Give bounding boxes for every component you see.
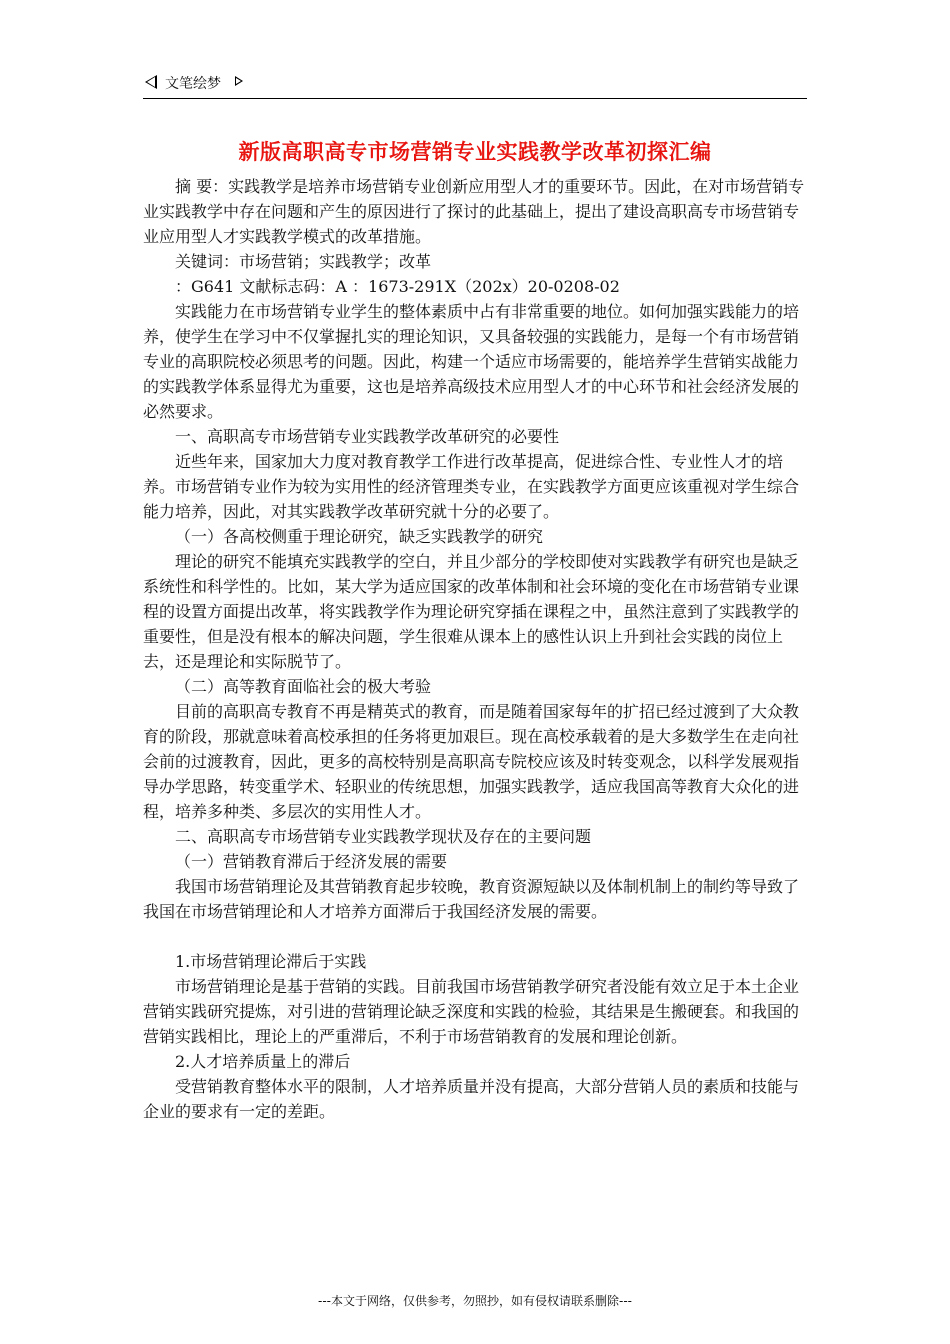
- blank-line: [143, 924, 809, 949]
- classification-line: ：G641 文献标志码：A ：1673-291X（202x）20-0208-02: [175, 277, 620, 296]
- page-header: [143, 70, 807, 99]
- body-paragraph: 理论的研究不能填充实践教学的空白，并且少部分的学校即使对实践教学有研究也是缺乏系统性和科学性的。比如，某大学为适应国家的改革体制和社会环境的变化在市场营销专业课程的设置方面提出改革，将实践教学作为理论研究穿插在课程之中，虽然注意到了实践教学的重要性，但是没有根本的解决问题，学生很难从课本上的感性认识上升到社会实践的岗位上去，还是理论和实际脱节了。: [143, 552, 800, 671]
- triangle-left-icon: [145, 75, 157, 89]
- keywords-line: 关键词：市场营销；实践教学；改革: [175, 252, 432, 271]
- abstract-paragraph: 摘 要：实践教学是培养市场营销专业创新应用型人才的重要环节。因此，在对市场营销专业实践教学中存在问题和产生的原因进行了探讨的此基础上，提出了建设高职高专市场营销专业应用型人才实践教学模式的改革措施。: [143, 177, 805, 246]
- document-title: 新版高职高专市场营销专业实践教学改革初探汇编: [238, 140, 712, 164]
- numbered-heading: 2.人才培养质量上的滞后: [175, 1052, 351, 1071]
- document-body: [143, 174, 809, 1124]
- triangle-right-icon: [235, 76, 243, 86]
- numbered-heading: 1.市场营销理论滞后于实践: [175, 952, 367, 971]
- subsection-heading: （二）高等教育面临社会的极大考验: [175, 677, 432, 696]
- header-brand: 文笔绘梦: [165, 76, 221, 92]
- body-paragraph: 目前的高职高专教育不再是精英式的教育，而是随着国家每年的扩招已经过渡到了大众教育的阶段，那就意味着高校承担的任务将更加艰巨。现在高校承载着的是大多数学生在走向社会前的过渡教育，因此，更多的高校特别是高职高专院校应该及时转变观念，以科学发展观指导办学思路，转变重学术、轻职业的传统思想，加强实践教学，适应我国高等教育大众化的进程，培养多种类、多层次的实用性人才。: [143, 702, 800, 821]
- body-paragraph: 市场营销理论是基于营销的实践。目前我国市场营销教学研究者没能有效立足于本土企业营销实践研究提炼，对引进的营销理论缺乏深度和实践的检验，其结果是生搬硬套。和我国的营销实践相比，理论上的严重滞后，不利于市场营销教育的发展和理论创新。: [143, 977, 800, 1046]
- body-paragraph: 近些年来，国家加大力度对教育教学工作进行改革提高，促进综合性、专业性人才的培养。市场营销专业作为较为实用性的经济管理类专业，在实践教学方面更应该重视对学生综合能力培养，因此，对其实践教学改革研究就十分的必要了。: [143, 452, 800, 521]
- subsection-heading: （一）营销教育滞后于经济发展的需要: [175, 852, 448, 871]
- subsection-heading: （一）各高校侧重于理论研究，缺乏实践教学的研究: [175, 527, 544, 546]
- section-heading: 二、高职高专市场营销专业实践教学现状及存在的主要问题: [175, 827, 592, 846]
- page-footer-disclaimer: ---本文于网络，仅供参考，勿照抄，如有侵权请联系删除---: [318, 1294, 632, 1308]
- body-paragraph: 我国市场营销理论及其营销教育起步较晚，教育资源短缺以及体制机制上的制约等导致了我国在市场营销理论和人才培养方面滞后于我国经济发展的需要。: [143, 877, 800, 921]
- section-heading: 一、高职高专市场营销专业实践教学改革研究的必要性: [175, 427, 560, 446]
- body-paragraph: 实践能力在市场营销专业学生的整体素质中占有非常重要的地位。如何加强实践能力的培养，使学生在学习中不仅掌握扎实的理论知识，又具备较强的实践能力，是每一个有市场营销专业的高职院校必须思考的问题。因此，构建一个适应市场需要的，能培养学生营销实战能力的实践教学体系显得尤为重要，这也是培养高级技术应用型人才的中心环节和社会经济发展的必然要求。: [143, 302, 800, 421]
- body-paragraph: 受营销教育整体水平的限制，人才培养质量并没有提高，大部分营销人员的素质和技能与企业的要求有一定的差距。: [143, 1077, 800, 1121]
